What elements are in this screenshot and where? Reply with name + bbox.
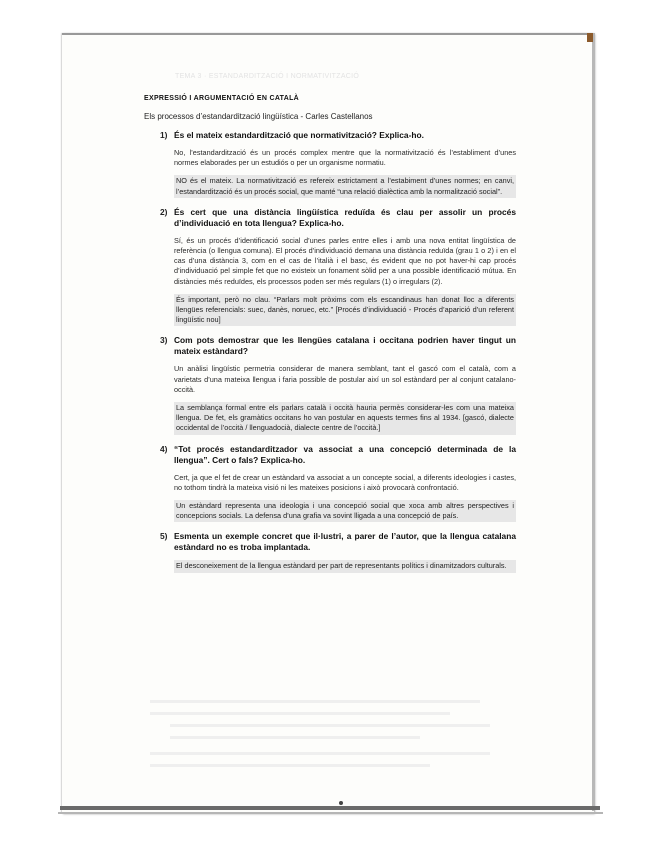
answer-text: No, l’estandardització és un procés complex mentre que la normativització és l’establiment d’unes normes elaborades per un estudiós o per un organisme normatiu. — [174, 148, 516, 168]
question-number: 3) — [160, 335, 168, 346]
highlighted-note: És important, però no clau. “Parlars molt pròxims com els escandinaus han donat lloc a diferents llengües referencials: suec, danès, noruec, etc.” [Procés d’individuació - Procés d’aparició d’un referent lingüístic nou] — [174, 294, 516, 327]
paper-bottom-edge — [60, 806, 600, 810]
bleed-through-line — [150, 700, 480, 703]
staple-mark — [587, 33, 593, 42]
bleed-through-line — [150, 712, 450, 715]
document-body — [144, 95, 516, 582]
question-block — [152, 130, 516, 198]
question-text: És el mateix estandardització que normativització? Explica-ho. — [174, 130, 424, 140]
answer-text: Sí, és un procés d’identificació social d’unes parles entre elles i amb una nova entitat lingüística de referència (o llengua comuna). El procés d’individuació demana una distància reduïda (grau 1 o 2) i en el cas d’una distància 3, com en el cas de l’italià i el basc, és evident que no pot haver-hi cap procés d’individuació pel simple fet que no existeix un fonament sòlid per a una possible identificació mútua. En distàncies més reduïdes, els processos poden ser més regulars (1) o irregulars (2). — [174, 235, 516, 286]
highlighted-note: Un estàndard representa una ideologia i una concepció social que xoca amb altres perspectives i concepcions socials. La defensa d’una grafia va sovint lligada a una concepció de país. — [174, 500, 516, 522]
document-subtitle: Els processos d’estandardització lingüística - Carles Castellanos — [144, 112, 373, 121]
bleed-through-line — [150, 764, 430, 767]
question-block — [152, 207, 516, 327]
highlighted-note: La semblança formal entre els parlars català i occità hauria permès considerar-les com una mateixa llengua. De fet, els gramàtics occitans ho van postular en aquests termes fins al 1934. [gascó, dialecte occidental de l’occità / llenguadocià, dialecte centre de l’occità.] — [174, 402, 516, 435]
bleed-through-header: TEMA 3 · ESTANDARDITZACIÓ I NORMATIVITZACIÓ — [175, 73, 360, 80]
scan-dot — [339, 801, 343, 805]
question-block — [152, 335, 516, 434]
paper-right-edge — [592, 33, 595, 811]
question-text: Com pots demostrar que les llengües catalana i occitana podrien haver tingut un mateix estàndard? — [174, 335, 516, 357]
answer-text: Cert, ja que el fet de crear un estàndard va associat a un concepte social, a diferents ideologies i castes, no tothom tindrà la mateixa visió ni les mateixes posicions i això provocarà confrontació. — [174, 472, 516, 492]
paper-bottom-edge-shadow — [58, 812, 603, 814]
question-number: 4) — [160, 443, 168, 454]
paper-top-edge — [62, 33, 594, 35]
answer-text: Un anàlisi lingüístic permetria considerar de manera semblant, tant el gascó com el català, com a varietats d’una mateixa llengua i faria possible de postular així un sol estàndard per al conjunt catalano-occità. — [174, 364, 516, 394]
highlighted-note: NO és el mateix. La normativització es refereix estrictament a l’estabiment d’unes normes; en canvi, l’estandardització és un procés social, que manté “una relació dialèctica amb la normalització social”. — [174, 175, 516, 197]
question-text: Esmenta un exemple concret que il·lustri, a parer de l’autor, que la llengua catalana estàndard no es troba implantada. — [174, 531, 516, 553]
question-text: “Tot procés estandarditzador va associat a una concepció determinada de la llengua”. Cert o fals? Explica-ho. — [174, 443, 516, 465]
bleed-through-line — [150, 752, 490, 755]
bleed-through-line — [170, 724, 490, 727]
question-number: 1) — [160, 130, 168, 140]
highlighted-note: El desconeixement de la llengua estàndard per part de representants polítics i dinamitzadors culturals. — [174, 560, 516, 572]
document-title: EXPRESSIÓ I ARGUMENTACIÓ EN CATALÀ — [144, 95, 300, 102]
question-text: És cert que una distància lingüística reduïda és clau per assolir un procés d’individuació en tota llengua? Explica-ho. — [174, 206, 516, 228]
question-block — [152, 444, 516, 523]
question-number: 2) — [160, 206, 168, 217]
bleed-through-line — [170, 736, 420, 739]
question-number: 5) — [160, 531, 168, 542]
question-block — [152, 531, 516, 572]
